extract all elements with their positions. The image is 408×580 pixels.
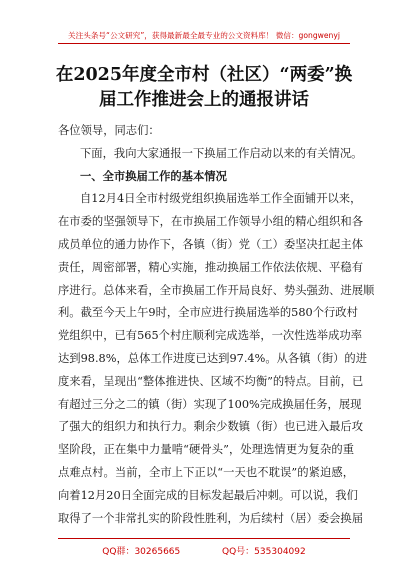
paragraph-line: 有超过三分之二的镇（街）实现了100%完成换届任务，展现: [58, 397, 362, 411]
intro-paragraph: 下面，我向大家通报一下换届工作启动以来的有关情况。: [80, 146, 363, 160]
salutation: 各位领导，同志们：: [58, 124, 160, 137]
paragraph-line: 点难点村。当前，全市上下正以“一天也不耽误”的紧迫感，: [58, 465, 354, 479]
title-line-1: 在2025年度全市村（社区）“两委”换: [55, 65, 353, 85]
paragraph-line: 在市委的坚强领导下，在市换届工作领导小组的精心组织和各: [58, 215, 364, 229]
title-line-2: 届工作推进会上的通报讲话: [99, 90, 309, 110]
header-banner: 关注头条号“公文研究”，获得最新最全最专业的公文资料库！ 微信：gongwenyj: [68, 31, 340, 40]
paragraph-line: 坚阶段，正在集中力量啃“硬骨头”，处理选情更为复杂的重: [58, 443, 354, 457]
paragraph-line: 达到98.8%，总体工作进度已达到97.4%。从各镇（街）的进: [58, 351, 368, 365]
paragraph-line: 序进行。总体来看，全市换届工作开局良好、势头强劲、进展顺: [58, 283, 375, 297]
paragraph-line: 取得了一个非常扎实的阶段性胜利，为后续村（居）委会换届: [58, 511, 364, 525]
footer: [0, 544, 408, 557]
footer-qq: QQ号：535304092: [222, 547, 306, 557]
paragraph-line: 成员单位的通力协作下，各镇（街）党（工）委坚决扛起主体: [58, 237, 364, 251]
paragraph-line: 责任，周密部署，精心实施，推动换届工作依法依规、平稳有: [58, 260, 364, 274]
paragraph-line: 党组织中，已有565个村庄顺利完成选举，一次性选举成功率: [58, 329, 362, 343]
paragraph-line: 了强大的组织力和执行力。剩余少数镇（街）也已进入最后攻: [58, 420, 364, 434]
document-body: [58, 120, 375, 530]
body-paragraph: [58, 188, 375, 530]
paragraph-line: 利。截至今天上午9时，全市应进行换届选举的580个行政村: [58, 306, 358, 320]
paragraph-line: 向着12月20日全面完成的目标发起最后冲刺。可以说，我们: [58, 488, 358, 502]
footer-divider: [58, 538, 350, 539]
paragraph-line: 度来看，呈现出“整体推进快、区域不均衡”的特点。目前，已: [58, 374, 364, 388]
section-heading: 一、全市换届工作的基本情况: [80, 169, 227, 183]
paragraph-line: 自12月4日全市村级党组织换届选举工作全面铺开以来，: [80, 192, 362, 206]
document-title: [20, 63, 388, 113]
footer-qq-group: QQ群：30265665: [102, 547, 181, 557]
header-divider: [58, 43, 350, 44]
